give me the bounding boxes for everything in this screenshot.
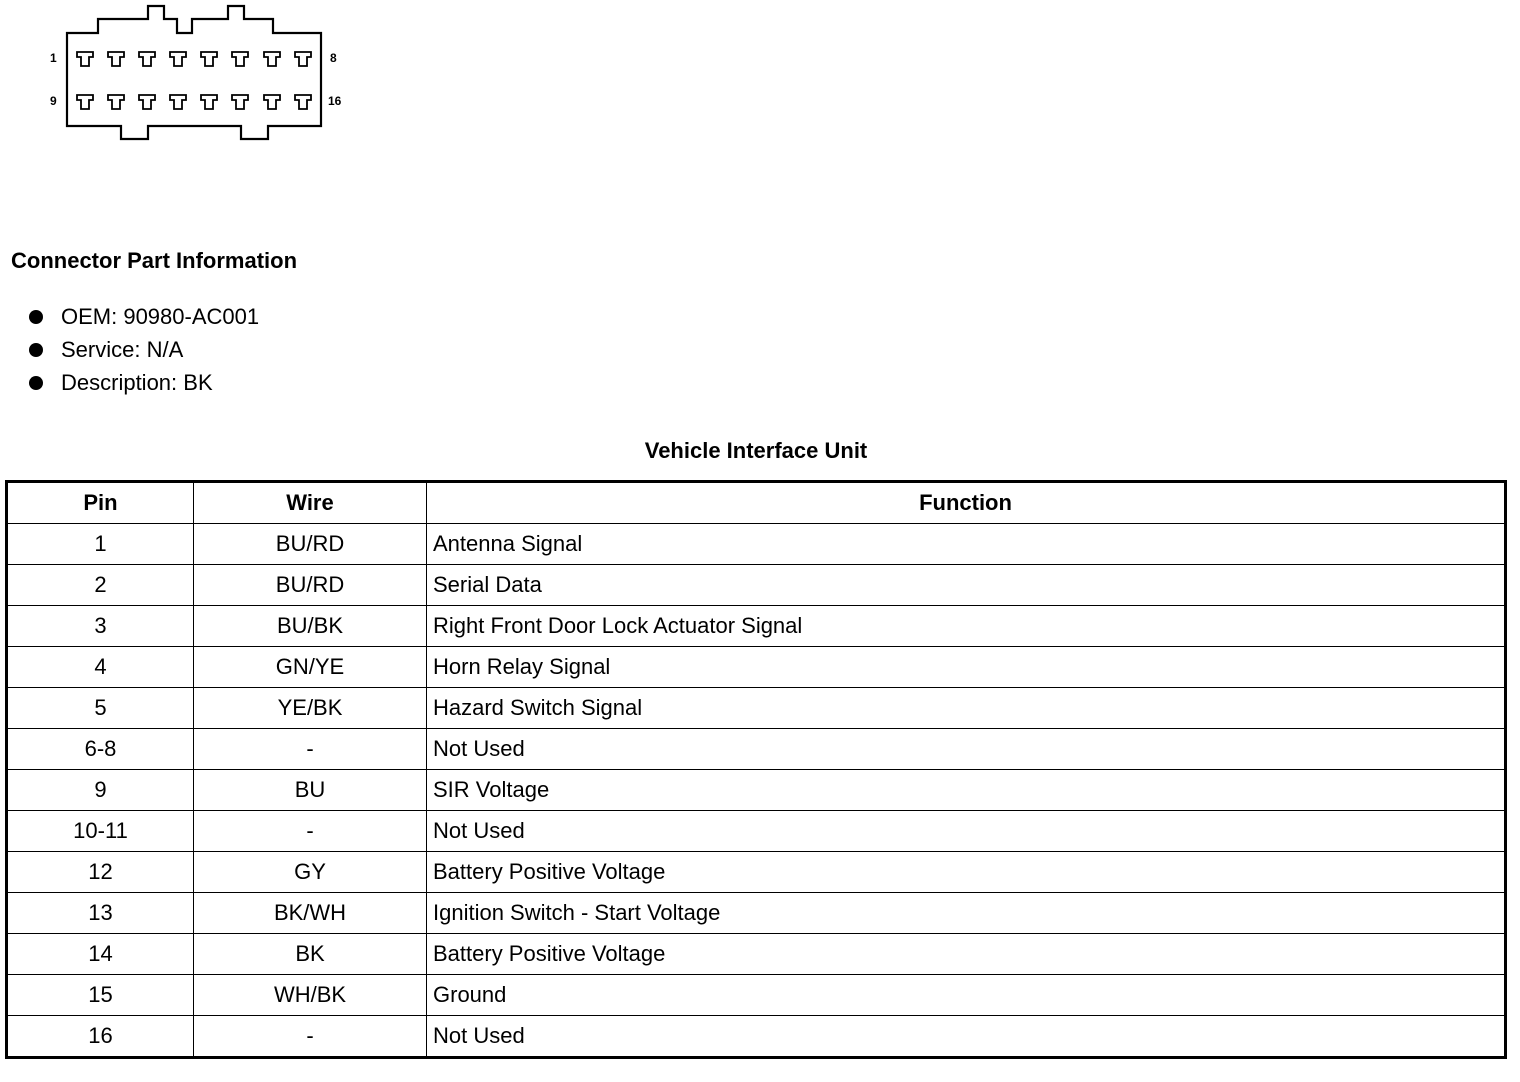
cell-wire: BU/RD	[194, 565, 427, 606]
cell-wire: -	[194, 1016, 427, 1058]
cell-function: Not Used	[427, 1016, 1506, 1058]
cell-pin: 16	[7, 1016, 194, 1058]
cell-function: Serial Data	[427, 565, 1506, 606]
table-row	[7, 811, 1506, 852]
cell-function: Not Used	[427, 729, 1506, 770]
cell-pin: 9	[7, 770, 194, 811]
cell-pin: 2	[7, 565, 194, 606]
terminal-cavity	[264, 95, 280, 109]
terminal-cavity	[170, 52, 186, 66]
terminal-cavity	[295, 52, 311, 66]
part-info-list	[28, 302, 259, 401]
table-title: Vehicle Interface Unit	[644, 438, 868, 463]
table-header-row	[7, 482, 1506, 524]
cell-pin: 4	[7, 647, 194, 688]
table-row	[7, 688, 1506, 729]
cell-function: Battery Positive Voltage	[427, 934, 1506, 975]
table-row	[7, 975, 1506, 1016]
pin-label-top-right: 8	[330, 51, 337, 65]
pinout-table	[5, 480, 1507, 1059]
terminal-cavity	[108, 52, 124, 66]
table-row	[7, 647, 1506, 688]
cell-pin: 3	[7, 606, 194, 647]
cell-wire: -	[194, 811, 427, 852]
cell-wire: BK/WH	[194, 893, 427, 934]
cell-wire: YE/BK	[194, 688, 427, 729]
part-info-oem: OEM: 90980-AC001	[28, 302, 259, 335]
connector-face-diagram	[40, 0, 360, 150]
cell-function: Battery Positive Voltage	[427, 852, 1506, 893]
table-row	[7, 852, 1506, 893]
cell-pin: 5	[7, 688, 194, 729]
terminal-cavity	[232, 52, 248, 66]
pin-label-bottom-right: 16	[328, 94, 342, 108]
cell-function: Hazard Switch Signal	[427, 688, 1506, 729]
part-info-heading: Connector Part Information	[11, 248, 298, 273]
terminal-cavity	[295, 95, 311, 109]
table-row	[7, 1016, 1506, 1058]
cell-pin: 1	[7, 524, 194, 565]
terminal-cavities	[77, 52, 311, 109]
cell-function: Right Front Door Lock Actuator Signal	[427, 606, 1506, 647]
terminal-cavity	[139, 95, 155, 109]
table-row	[7, 524, 1506, 565]
terminal-cavity	[170, 95, 186, 109]
terminal-cavity	[264, 52, 280, 66]
connector-outline	[67, 6, 321, 139]
cell-pin: 15	[7, 975, 194, 1016]
cell-wire: BU/RD	[194, 524, 427, 565]
cell-pin: 10-11	[7, 811, 194, 852]
cell-pin: 12	[7, 852, 194, 893]
cell-function: Not Used	[427, 811, 1506, 852]
table-row	[7, 606, 1506, 647]
cell-wire: -	[194, 729, 427, 770]
terminal-cavity	[77, 52, 93, 66]
terminal-cavity	[108, 95, 124, 109]
terminal-cavity	[201, 95, 217, 109]
part-info-description: Description: BK	[28, 368, 259, 401]
table-row	[7, 729, 1506, 770]
table-row	[7, 565, 1506, 606]
table-row	[7, 893, 1506, 934]
terminal-cavity	[232, 95, 248, 109]
cell-function: Ignition Switch - Start Voltage	[427, 893, 1506, 934]
cell-function: Antenna Signal	[427, 524, 1506, 565]
header-function: Function	[427, 482, 1506, 524]
cell-wire: BU/BK	[194, 606, 427, 647]
cell-wire: BU	[194, 770, 427, 811]
pin-label-top-left: 1	[50, 51, 57, 65]
cell-function: Horn Relay Signal	[427, 647, 1506, 688]
cell-wire: GY	[194, 852, 427, 893]
terminal-cavity	[139, 52, 155, 66]
pin-label-bottom-left: 9	[50, 94, 57, 108]
terminal-cavity	[77, 95, 93, 109]
cell-function: Ground	[427, 975, 1506, 1016]
terminal-cavity	[201, 52, 217, 66]
header-pin: Pin	[7, 482, 194, 524]
cell-pin: 6-8	[7, 729, 194, 770]
cell-wire: BK	[194, 934, 427, 975]
table-row	[7, 934, 1506, 975]
cell-wire: GN/YE	[194, 647, 427, 688]
cell-pin: 14	[7, 934, 194, 975]
header-wire: Wire	[194, 482, 427, 524]
table-row	[7, 770, 1506, 811]
part-info-service: Service: N/A	[28, 335, 259, 368]
cell-function: SIR Voltage	[427, 770, 1506, 811]
cell-pin: 13	[7, 893, 194, 934]
cell-wire: WH/BK	[194, 975, 427, 1016]
